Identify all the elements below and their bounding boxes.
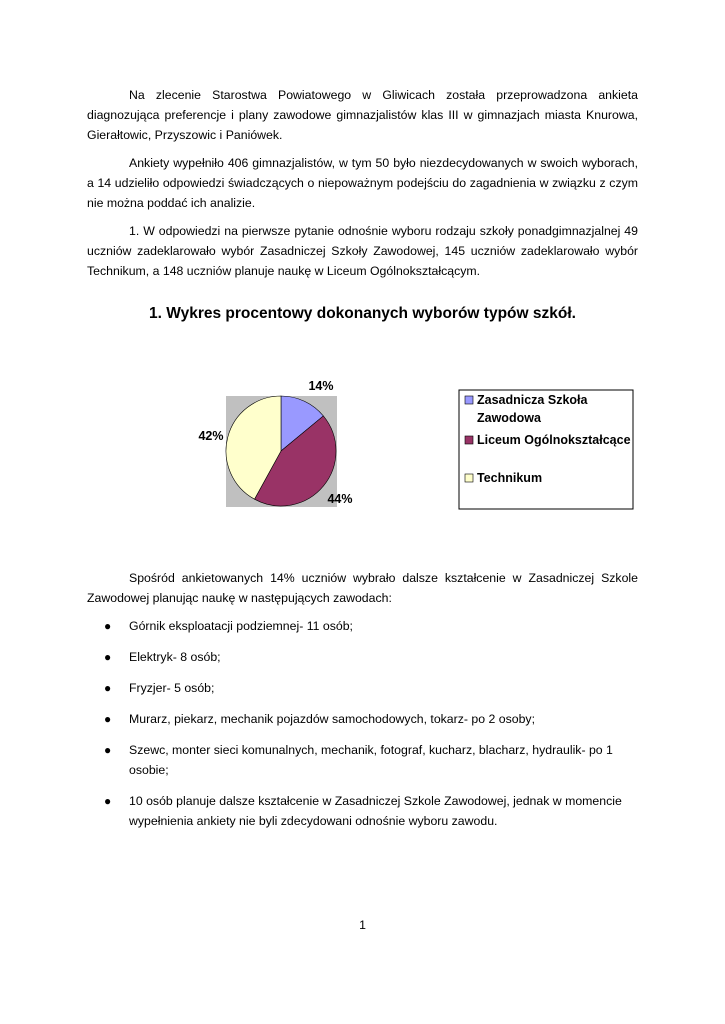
legend-label: Zawodowa <box>477 411 541 425</box>
list-item-text: Szewc, monter sieci komunalnych, mechanik, fotograf, kucharz, blacharz, hydraulik- po 1 osobie; <box>129 743 613 777</box>
chart-heading: 1. Wykres procentowy dokonanych wyborów typów szkół. <box>149 305 576 322</box>
legend-swatch <box>465 396 473 404</box>
list-item <box>87 616 638 636</box>
legend-swatch <box>465 436 473 444</box>
list-item <box>87 678 638 698</box>
list-item-text: Górnik eksploatacji podziemnej- 11 osób; <box>129 619 353 633</box>
list-item <box>87 740 638 780</box>
legend-swatch <box>465 474 473 482</box>
slice-label: 14% <box>308 379 334 393</box>
list-item-text: Elektryk- 8 osób; <box>129 650 221 664</box>
legend-label: Technikum <box>477 471 543 485</box>
legend-box <box>459 390 633 509</box>
bullet-icon: ● <box>104 681 112 695</box>
legend-label: Liceum Ogólnokształcące <box>477 433 631 447</box>
legend-label: Zasadnicza Szkoła <box>477 393 588 407</box>
bullet-icon: ● <box>104 794 112 808</box>
bullet-icon: ● <box>104 743 112 757</box>
slice-label: 44% <box>327 492 353 506</box>
intro-paragraph: Na zlecenie Starostwa Powiatowego w Gliwicach została przeprowadzona ankieta diagnozująca preferencje i plany zawodowe gimnazjalistów klas III w gimnazjach miasta Knurowa, Gierałtowic, Przyszowic i Paniówek. <box>87 88 638 142</box>
profession-list <box>87 616 638 842</box>
list-item-text: Fryzjer- 5 osób; <box>129 681 215 695</box>
page-number: 1 <box>359 918 366 932</box>
respondents-paragraph: Ankiety wypełniło 406 gimnazjalistów, w tym 50 było niezdecydowanych w swoich wyborach, a 14 udzieliło odpowiedzi świadczących o niepoważnym podejściu do zagadnienia w związku z czym nie można poddać ich analizie. <box>87 156 638 210</box>
bullet-icon: ● <box>104 712 112 726</box>
bullet-icon: ● <box>104 619 112 633</box>
list-item <box>87 709 638 729</box>
list-item <box>87 647 638 667</box>
question-one-paragraph: 1. W odpowiedzi na pierwsze pytanie odnośnie wyboru rodzaju szkoły ponadgimnazjalnej 49 uczniów zadeklarowało wybór Zasadniczej Szkoły Zawodowej, 145 uczniów zadeklarowało wybór Technikum, a 148 uczniów planuje naukę w Liceum Ogólnokształcącym. <box>87 224 638 278</box>
list-item-text: 10 osób planuje dalsze kształcenie w Zasadniczej Szkole Zawodowej, jednak w momencie wypełnienia ankiety nie byli zdecydowani odnośnie wyboru zawodu. <box>129 794 622 828</box>
list-item <box>87 791 638 831</box>
vocational-paragraph: Spośród ankietowanych 14% uczniów wybrało dalsze kształcenie w Zasadniczej Szkole Zawodowej planując naukę w następujących zawodach: <box>87 571 638 605</box>
bullet-icon: ● <box>104 650 112 664</box>
list-item-text: Murarz, piekarz, mechanik pojazdów samochodowych, tokarz- po 2 osoby; <box>129 712 535 726</box>
slice-label: 42% <box>198 429 224 443</box>
pie-chart <box>0 360 725 530</box>
